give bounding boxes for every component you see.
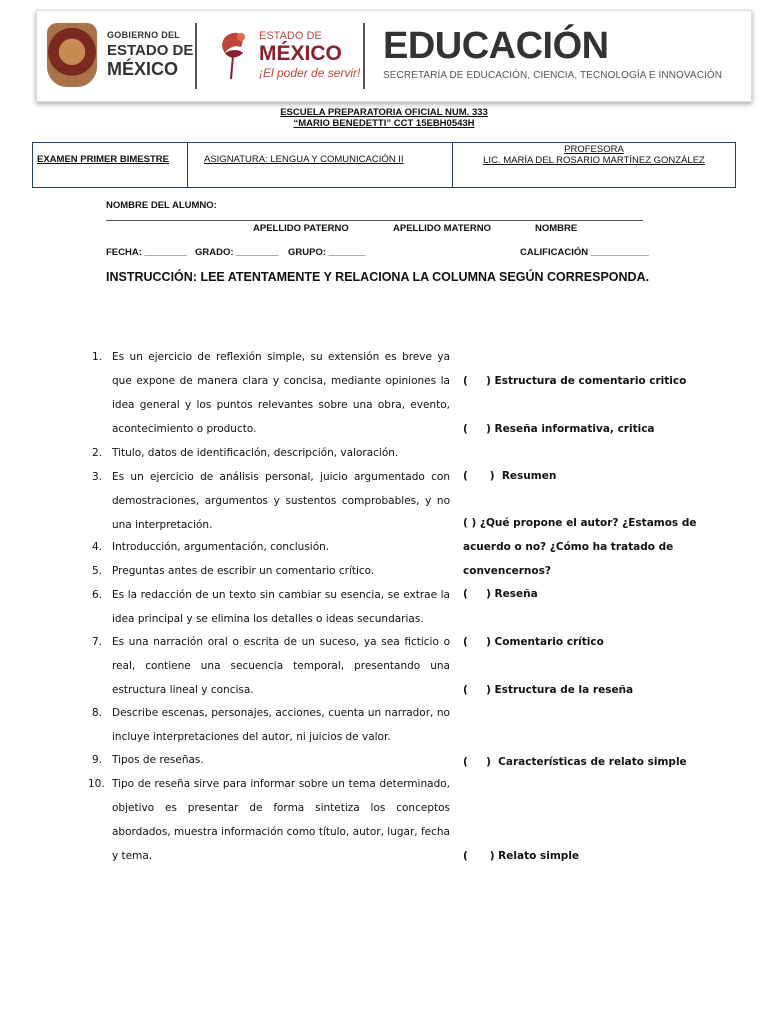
question-number: 4. xyxy=(91,541,102,553)
teacher-cell xyxy=(453,143,736,188)
secretaria-subtitle: SECRETARÍA DE EDUCACIÓN, CIENCIA, TECNOLOGÍA E INNOVACIÓN xyxy=(383,70,723,81)
grupo-field[interactable]: GRUPO: _______ xyxy=(288,247,366,258)
option-item[interactable]: ( ) Resumen xyxy=(463,470,557,482)
school-name: ESCUELA PREPARATORIA OFICIAL NUM. 333 xyxy=(280,107,488,118)
school-cct: “MARIO BENEDETTI” CCT 15EBH0543H xyxy=(293,118,475,129)
instruction: INSTRUCCIÓN: LEE ATENTAMENTE Y RELACIONA LA COLUMNA SEGÚN CORRESPONDA. xyxy=(106,270,650,284)
edomex-slogan: ¡El poder de servir! xyxy=(259,66,361,80)
educacion-title: EDUCACIÓN xyxy=(383,25,609,67)
question-text: Describe escenas, personajes, acciones, cuenta un narrador, no incluye interpretaciones del autor, ni juicios de valor. xyxy=(112,707,450,743)
option-item[interactable]: ( ) Reseña informativa, critica xyxy=(463,423,655,435)
gobierno-line-3: MÉXICO xyxy=(107,59,179,79)
option-item[interactable]: ( ) ¿Qué propone el autor? ¿Estamos de acuerdo o no? ¿Cómo ha tratado de convencernos? xyxy=(463,517,697,577)
calificacion-field[interactable]: CALIFICACIÓN ___________ xyxy=(520,247,649,258)
question-number: 6. xyxy=(91,589,102,601)
apellido-materno-label: APELLIDO MATERNO xyxy=(393,223,491,234)
edomex-top: ESTADO DE xyxy=(259,30,322,42)
subject-cell: ASIGNATURA: LENGUA Y COMUNICACIÓN II xyxy=(188,143,453,188)
student-name-line[interactable] xyxy=(106,220,643,221)
question-number: 3. xyxy=(91,471,102,483)
gobierno-logo-text xyxy=(107,31,193,78)
exam-cell: EXAMEN PRIMER BIMESTRE xyxy=(33,143,188,188)
option-item[interactable]: ( ) Estructura de comentario critico xyxy=(463,375,687,387)
exam-info-table xyxy=(32,142,736,188)
gobierno-line-2: ESTADO DE xyxy=(107,42,194,59)
question-number: 2. xyxy=(91,447,102,459)
header-banner xyxy=(36,10,752,102)
grado-field[interactable]: GRADO: ________ xyxy=(195,247,279,258)
question-number: 7. xyxy=(91,636,102,648)
question-text: Preguntas antes de escribir un comentario crítico. xyxy=(112,565,375,577)
nombre-label: NOMBRE xyxy=(535,223,578,234)
divider xyxy=(363,23,365,89)
question-number: 8. xyxy=(91,707,102,719)
divider xyxy=(195,23,197,89)
option-item[interactable]: ( ) Reseña xyxy=(463,588,538,600)
question-number: 5. xyxy=(91,565,102,577)
edomex-main: MÉXICO xyxy=(259,42,342,65)
teacher-label: PROFESORA xyxy=(564,144,624,155)
question-text: Tipo de reseña sirve para informar sobre un tema determinado, objetivo es presentar de forma sintetiza los conceptos abordados, muestra información como título, autor, lugar, fecha y tema. xyxy=(112,778,450,862)
option-item[interactable]: ( ) Estructura de la reseña xyxy=(463,684,634,696)
apellido-paterno-label: APELLIDO PATERNO xyxy=(253,223,349,234)
question-text: Es una narración oral o escrita de un suceso, ya sea ficticio o real, contiene una secuencia temporal, presentando una estructura lineal y concisa. xyxy=(112,636,450,696)
state-seal-logo xyxy=(47,23,97,87)
edomex-flower-logo xyxy=(215,25,251,83)
question-text: Es la redacción de un texto sin cambiar su esencia, se extrae la idea principal y se elimina los detalles o ideas secundarias. xyxy=(112,589,450,625)
question-number: 1. xyxy=(91,351,102,363)
fecha-field[interactable]: FECHA: ________ xyxy=(106,247,187,258)
edomex-logo-text xyxy=(259,31,360,79)
question-text: Tipos de reseñas. xyxy=(112,754,204,766)
gobierno-line-1: GOBIERNO DEL xyxy=(107,30,181,40)
question-text: Introducción, argumentación, conclusión. xyxy=(112,541,330,553)
teacher-name: LIC. MARÍA DEL ROSARIO MARTÍNEZ GONZÁLEZ xyxy=(483,155,705,166)
option-item[interactable]: ( ) Comentario crítico xyxy=(463,636,604,648)
option-item[interactable]: ( ) Relato simple xyxy=(463,850,579,862)
question-text: Titulo, datos de identificación, descripción, valoración. xyxy=(112,447,399,459)
option-item[interactable]: ( ) Características de relato simple xyxy=(463,756,687,768)
question-number: 10. xyxy=(88,778,105,790)
question-text: Es un ejercicio de análisis personal, juicio argumentado con demostraciones, argumentos y sustentos comprobables, y no una interpretación. xyxy=(112,471,450,531)
question-text: Es un ejercicio de reflexión simple, su extensión es breve ya que expone de manera clara y concisa, mediante opiniones la idea general y los puntos relevantes sobre una obra, evento, acontecimiento o producto. xyxy=(112,351,450,435)
student-name-label: NOMBRE DEL ALUMNO: xyxy=(106,200,217,211)
question-number: 9. xyxy=(91,754,102,766)
